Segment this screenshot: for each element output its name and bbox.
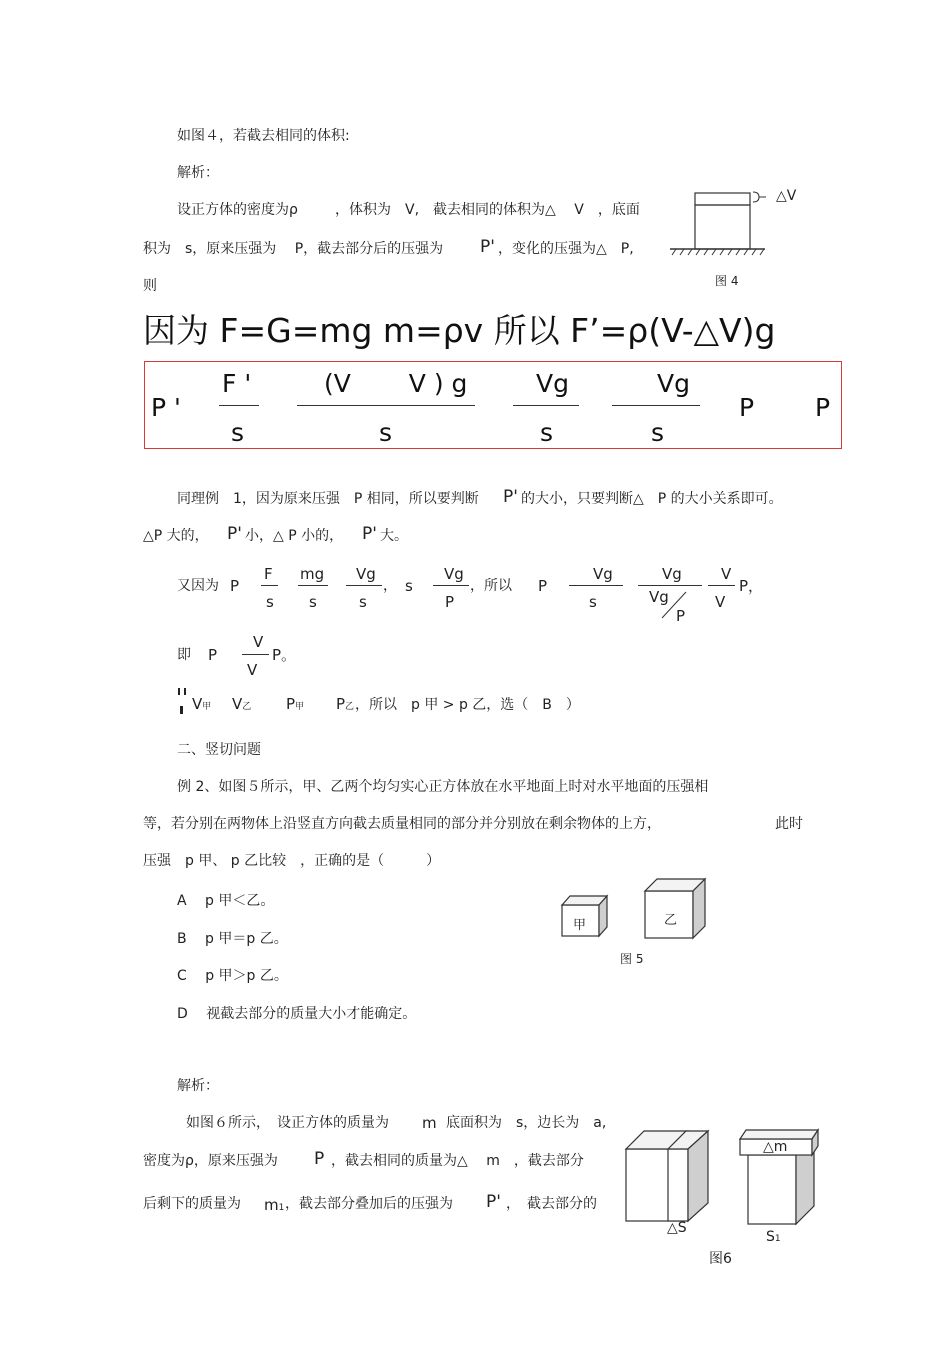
fig6-para-1: 如图６所示， 设正方体的质量为 [186,1115,389,1131]
fraction-bar-2 [297,405,475,406]
example-2-line-2: 等，若分别在两物体上沿竖直方向截去质量相同的部分并分别放在剩余物体的上方， [143,816,661,832]
eq1-slash [660,590,690,620]
fraction-bar-4 [612,405,700,406]
eq1-bar-1 [261,585,278,586]
para-same-as-ex1: 同理例 1，因为原来压强 P 相同，所以要判断 [177,491,479,507]
eq1-tail: P， [739,577,764,595]
fig6-para-3-end: ， 截去部分的 [506,1196,597,1212]
eq3-answer: ，所以 p 甲 > p 乙，选（ B ） [355,697,580,713]
eq1-bar-3 [346,585,382,586]
para-density: 设正方体的密度为ρ [177,202,298,218]
figure-6-caption: 图6 [709,1251,732,1267]
boxed-num-2: (V V ) g [324,369,468,398]
eq1-num-vg: Vg [593,565,613,583]
eq1-bar-5 [569,585,623,586]
fig6-para-2-end: ，截去相同的质量为△ m ，截去部分 [331,1153,584,1169]
p-prime-symbol: P' [480,237,495,257]
p-prime-symbol: P' [227,524,242,544]
pressure-p-symbol: P [314,1149,325,1169]
eq2-num-v: V [253,633,264,651]
option-d: D 视截去部分的质量大小才能确定。 [177,1006,417,1022]
eq1-den-v: V [715,593,726,611]
boxed-den-4: s [651,418,665,447]
eq1-so: ，所以 [470,578,512,594]
eq2-lead: 即 [177,647,191,663]
eq1-num-f: F [264,565,273,583]
para-large: 大。 [380,528,408,544]
para-intro: 如图４，若截去相同的体积: [177,128,350,144]
eq1-p2: P [538,577,548,595]
boxed-den-3: s [540,418,554,447]
because-icon [178,688,188,718]
figure-5-caption: 图 5 [620,952,644,966]
para-then: 则 [143,278,157,294]
delta-v-label: △V [776,188,797,204]
eq1-bar-6 [638,585,702,586]
mass-m1-symbol: m1 [264,1196,285,1214]
s1-label: S1 [766,1229,781,1245]
p-prime-symbol: P' [362,524,377,544]
boxed-p-prime: P ' [151,393,181,422]
eq1-den-s: s [266,593,274,611]
eq1-num-vg: Vg [444,565,464,583]
eq1-den-p: P [676,607,686,625]
para-judge: 的大小，只要判断△ P 的大小关系即可。 [521,491,783,507]
mass-m-symbol: m [422,1114,437,1132]
eq2-p: P [208,646,218,664]
fraction-bar-3 [513,405,579,406]
eq1-bar-4 [433,585,469,586]
fig6-para-3: 后剩下的质量为 [143,1196,241,1212]
cube-jia-label: 甲 [573,918,587,933]
eq1-den-s: s [359,593,367,611]
eq1-p: P [230,577,240,595]
para-change: ，变化的压强为△ P, [498,241,634,257]
example-2-line-2-end: 此时 [775,816,803,832]
option-b: B p 甲＝p 乙。 [177,931,288,947]
eq3-p-jia: P甲 [286,695,305,713]
eq3-v-yi: V乙 [232,695,252,713]
eq1-comma: ， [383,578,397,594]
eq1-bar-7 [708,585,735,586]
para-volume: ，体积为 V, 截去相同的体积为△ V ，底面 [335,202,640,218]
eq2-den-v: V [247,661,258,679]
eq3-p-yi: P乙 [336,695,355,713]
eq2-tail: P。 [272,646,297,664]
example-2-line-1: 例 2、如图５所示，甲、乙两个均匀实心正方体放在水平地面上时对水平地面的压强相 [177,779,709,795]
eq1-num-mg: mg [300,565,325,583]
eq2-bar [242,654,269,655]
p-prime-symbol: P' [486,1192,501,1212]
eq3-v-jia: V甲 [192,695,212,713]
fraction-bar-1 [219,405,259,406]
fig6-para-3-mid: ，截去部分叠加后的压强为 [285,1196,453,1212]
boxed-den-1: s [231,418,245,447]
cube-yi-label: 乙 [664,913,678,928]
figure-6-cubes [620,1125,830,1230]
delta-s-label: △S [667,1220,687,1236]
boxed-result-2: P [815,393,831,422]
boxed-num-3: Vg [536,369,569,398]
fig6-para-2: 密度为ρ，原来压强为 [143,1153,278,1169]
para-area: 积为 s，原来压强为 P，截去部分后的压强为 [143,241,444,257]
eq1-num-vg: Vg [662,565,682,583]
option-a: A p 甲＜乙。 [177,893,275,909]
eq1-den-vg: Vg [649,588,669,606]
eq1-den-s: s [309,593,317,611]
eq1-bar-2 [298,585,328,586]
section-heading: 二、竖切问题 [177,742,261,758]
boxed-num-4: Vg [657,369,690,398]
boxed-den-2: s [379,418,393,447]
eq1-lead: 又因为 [177,578,219,594]
delta-m-label: △m [763,1139,788,1155]
boxed-num-1: F ' [222,369,252,398]
para-dp-small: 小，△ P 小的， [245,528,344,544]
analysis-label: 解析： [177,165,219,181]
big-formula-line: 因为 F=G=mg m=ρv 所以 F’=ρ(V-△V)g [143,311,776,350]
boxed-result-1: P [739,393,755,422]
analysis-label-2: 解析： [177,1078,219,1094]
eq1-den-p: P [445,593,455,611]
fig6-para-1-end: 底面积为 s，边长为 a, [446,1115,607,1131]
option-c: C p 甲＞p 乙。 [177,968,288,984]
eq1-den-s: s [589,593,597,611]
eq1-num-vg: Vg [356,565,376,583]
eq1-s: s [405,577,413,595]
figure-4-caption: 图 4 [715,274,739,288]
example-2-line-3: 压强 p 甲、 p 乙比较 ，正确的是（ ） [143,853,441,869]
eq1-num-v: V [721,565,732,583]
para-dp-large: △P 大的， [143,528,209,544]
p-prime-symbol: P' [503,487,518,507]
